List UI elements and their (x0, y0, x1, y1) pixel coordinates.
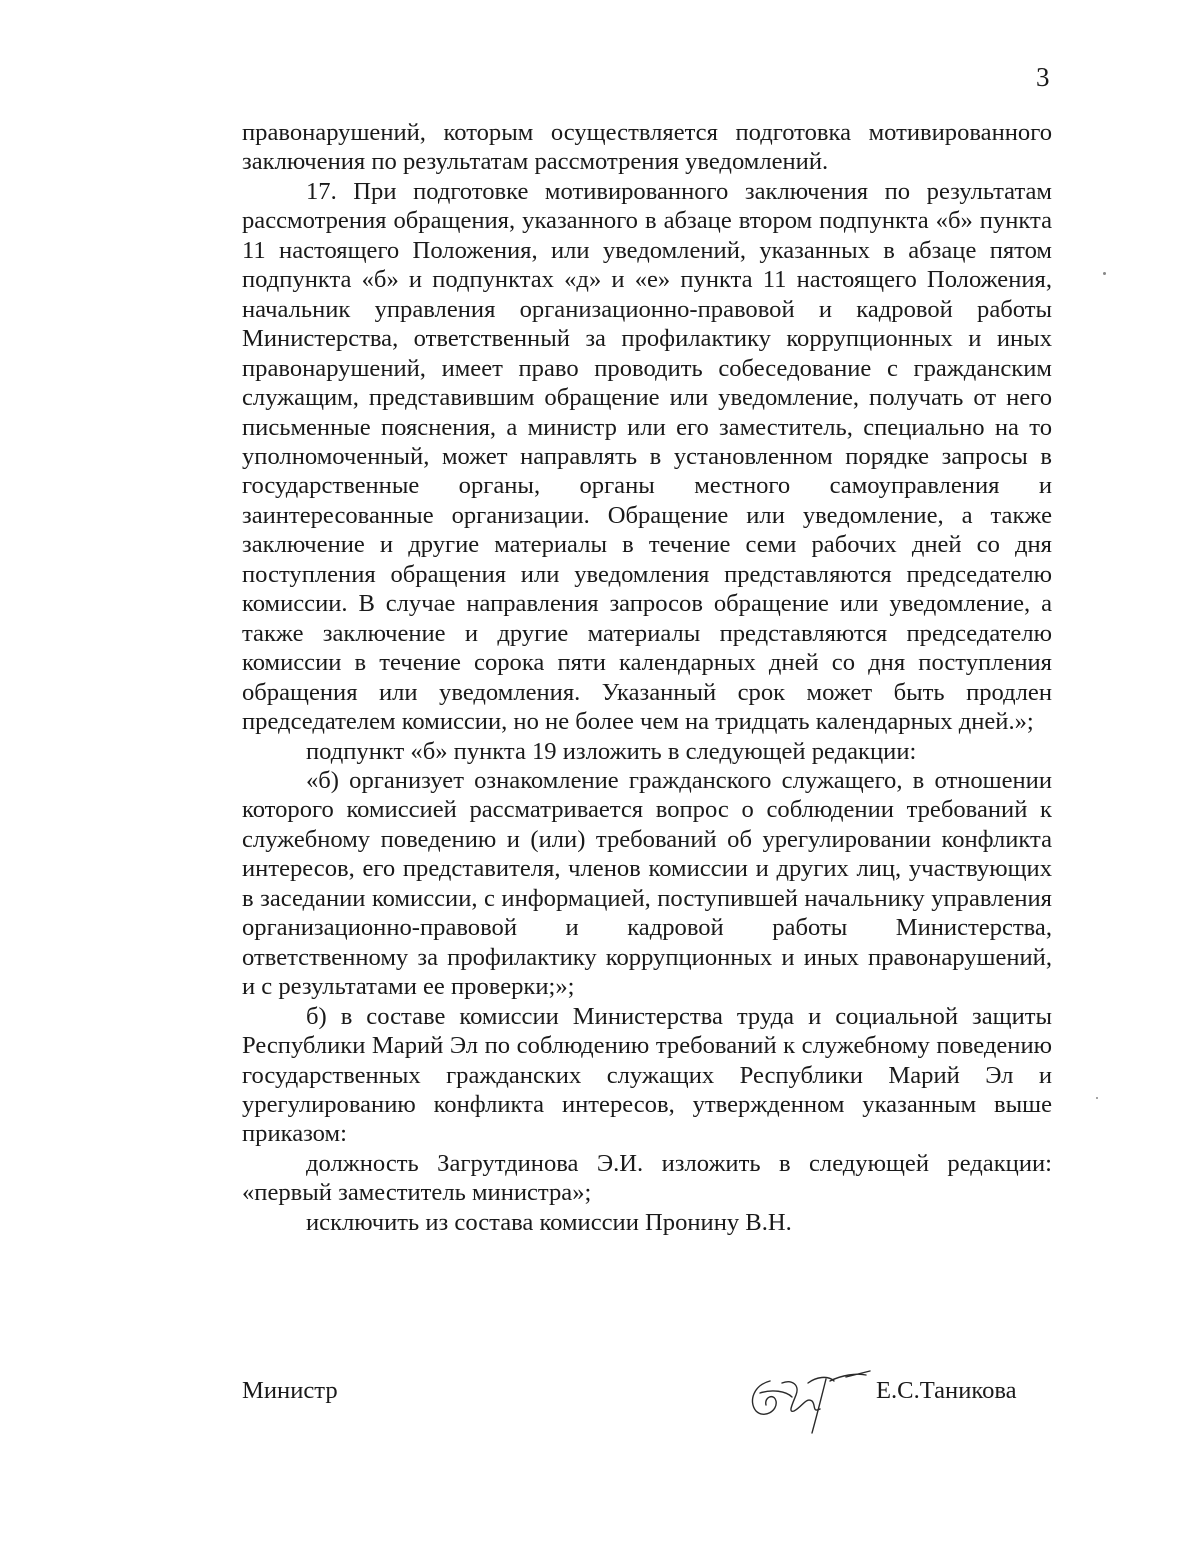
paragraph-subclause-b-intro: подпункт «б» пункта 19 изложить в следующей редакции: (306, 737, 917, 765)
document-body (242, 118, 1052, 1237)
paragraph-continuation: правонарушений, которым осуществляется подготовка мотивированного заключения по результатам рассмотрения уведомлений. (242, 119, 1052, 176)
handwritten-signature (742, 1361, 882, 1441)
paragraph-exclusion: исключить из состава комиссии Пронину В.Н. (306, 1208, 792, 1236)
signature-title: Министр (242, 1377, 338, 1404)
scan-speck (1096, 1097, 1098, 1099)
paragraph-clause-17: 17. При подготовке мотивированного заключения по результатам рассмотрения обращения, указанного в абзаце втором подпункта «б» пункта 11 настоящего Положения, или уведомлений, указанных в абзаце пятом подпункта «б» и подпунктах «д» и «е» пункта 11 настоящего Положения, начальник управления организационно-правовой и кадровой работы Министерства, ответственный за профилактику коррупционных и иных правонарушений, имеет право проводить собеседование с гражданским служащим, представившим обращение или уведомление, получать от него письменные пояснения, а министр или его заместитель, специально на то уполномоченный, может направлять в установленном порядке запросы в государственные органы, органы местного самоуправления и заинтересованные организации. Обращение или уведомление, а также заключение и другие материалы в течение семи рабочих дней со дня поступления обращения или уведомления представляются председателю комиссии. В случае направления запросов обращение или уведомление, а также заключение и другие материалы представляются председателю комиссии в течение сорока пяти календарных дней со дня поступления обращения или уведомления. Указанный срок может быть продлен председателем комиссии, но не более чем на тридцать календарных дней.»; (242, 177, 1052, 736)
paragraph-commission-composition: б) в составе комиссии Министерства труда и социальной защиты Республики Марий Эл по соблюдению требований к служебному поведению государственных гражданских служащих Республики Марий Эл и урегулированию конфликта интересов, утвержденном указанным выше приказом: (242, 1002, 1052, 1148)
signature-block (242, 1377, 1042, 1447)
signatory-name: Е.С.Таникова (876, 1377, 1017, 1404)
page-number: 3 (1036, 62, 1050, 92)
paragraph-subclause-b-text: «б) организует ознакомление гражданского служащего, в отношении которого комиссией рассматривается вопрос о соблюдении требований к служебному поведению и (или) требований об урегулировании конфликта интересов, его представителя, членов комиссии и других лиц, участвующих в заседании комиссии, с информацией, поступившей начальнику управления организационно-правовой и кадровой работы Министерства, ответственному за профилактику коррупционных и иных правонарушений, и с результатами ее проверки;»; (242, 766, 1052, 1001)
scan-speck (1103, 272, 1106, 275)
paragraph-position-change: должность Загрутдинова Э.И. изложить в следующей редакции: «первый заместитель министра»; (242, 1149, 1052, 1207)
